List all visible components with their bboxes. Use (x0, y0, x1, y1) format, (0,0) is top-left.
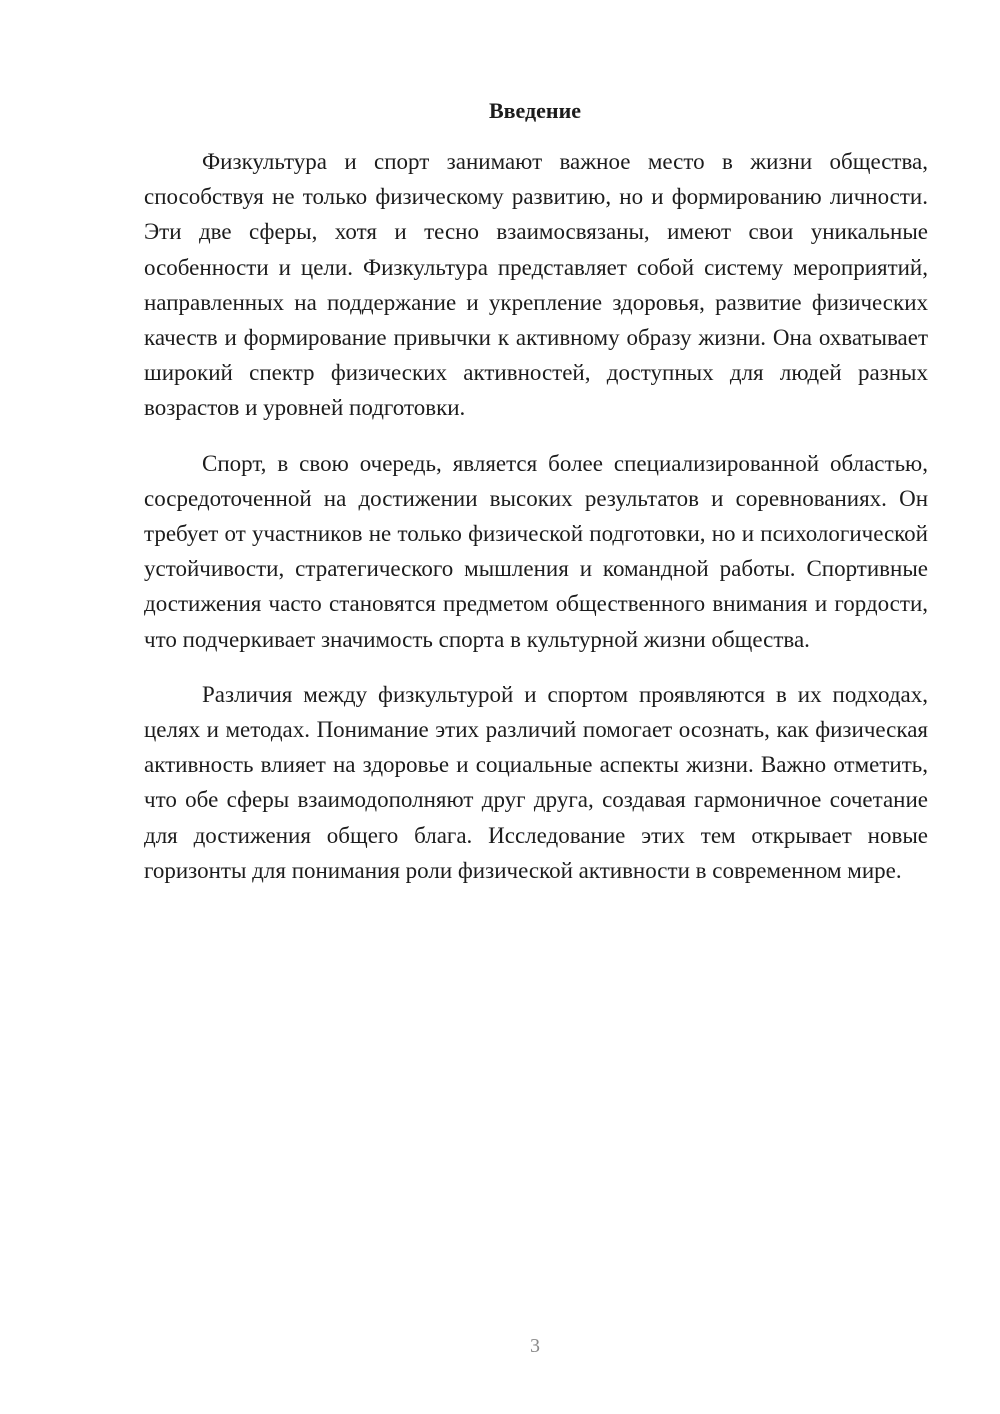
body-text (144, 144, 928, 908)
page-title: Введение (488, 98, 582, 123)
paragraph-1: Физкультура и спорт занимают важное место в жизни общества, способствуя не только физическому развитию, но и формированию личности. Эти две сферы, хотя и тесно взаимосвязаны, имеют свои уникальные особенности и цели. Физкультура представляет собой систему мероприятий, направленных на поддержание и укрепление здоровья, развитие физических качеств и формирование привычки к активному образу жизни. Она охватывает широкий спектр физических активностей, доступных для людей разных возрастов и уровней подготовки. (144, 149, 928, 421)
paragraph-3: Различия между физкультурой и спортом проявляются в их подходах, целях и методах. Понимание этих различий помогает осознать, как физическая активность влияет на здоровье и социальные аспекты жизни. Важно отметить, что обе сферы взаимодополняют друг друга, создавая гармоничное сочетание для достижения общего блага. Исследование этих тем открывает новые горизонты для понимания роли физической активности в современном мире. (144, 681, 928, 883)
page-number: 3 (530, 1335, 540, 1357)
paragraph-2: Спорт, в свою очередь, является более специализированной областью, сосредоточенной на достижении высоких результатов и соревнованиях. Он требует от участников не только физической подготовки, но и психологической устойчивости, стратегического мышления и командной работы. Спортивные достижения часто становятся предметом общественного внимания и гордости, что подчеркивает значимость спорта в культурной жизни общества. (144, 450, 928, 652)
